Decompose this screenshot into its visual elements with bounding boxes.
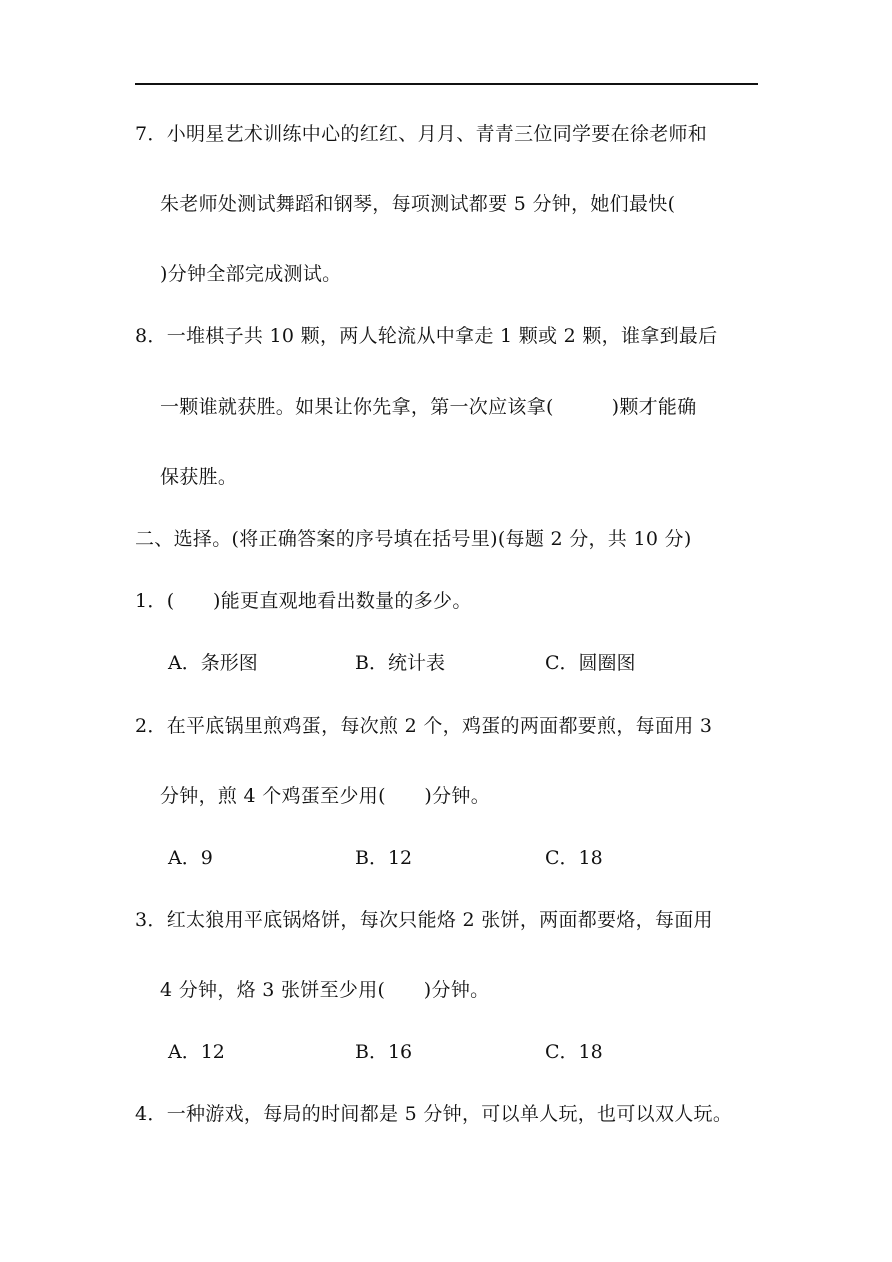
mc2-option-a: A．9 — [168, 847, 213, 869]
q7-line1: 7．小明星艺术训练中心的红红、月月、青青三位同学要在徐老师和 — [135, 123, 708, 145]
mc3-option-c: C．18 — [545, 1041, 603, 1063]
mc2-line2: 分钟，煎 4 个鸡蛋至少用( )分钟。 — [160, 785, 490, 807]
mc2-option-c: C．18 — [545, 847, 603, 869]
mc3-line1: 3．红太狼用平底锅烙饼，每次只能烙 2 张饼，两面都要烙，每面用 — [135, 909, 713, 931]
q7-line3: )分钟全部完成测试。 — [160, 263, 342, 285]
mc1-option-b: B．统计表 — [355, 652, 445, 674]
q8-line1: 8．一堆棋子共 10 颗，两人轮流从中拿走 1 颗或 2 颗，谁拿到最后 — [135, 325, 718, 347]
mc3-option-b: B．16 — [355, 1041, 413, 1063]
q8-line3: 保获胜。 — [160, 466, 238, 488]
mc3-line2: 4 分钟，烙 3 张饼至少用( )分钟。 — [160, 979, 490, 1001]
top-rule — [135, 83, 758, 85]
mc1-stem: 1．( )能更直观地看出数量的多少。 — [135, 590, 472, 612]
mc1-option-c: C．圆圈图 — [545, 652, 636, 674]
mc2-option-b: B．12 — [355, 847, 413, 869]
mc4-line1: 4．一种游戏，每局的时间都是 5 分钟，可以单人玩，也可以双人玩。 — [135, 1103, 733, 1125]
q7-line2: 朱老师处测试舞蹈和钢琴，每项测试都要 5 分钟，她们最快( — [160, 193, 676, 215]
mc2-line1: 2．在平底锅里煎鸡蛋，每次煎 2 个，鸡蛋的两面都要煎，每面用 3 — [135, 715, 713, 737]
mc1-option-a: A．条形图 — [168, 652, 258, 674]
q8-line2: 一颗谁就获胜。如果让你先拿，第一次应该拿( )颗才能确 — [160, 396, 697, 418]
section2-heading: 二、选择。(将正确答案的序号填在括号里)(每题 2 分，共 10 分) — [135, 528, 692, 550]
mc3-option-a: A．12 — [168, 1041, 225, 1063]
